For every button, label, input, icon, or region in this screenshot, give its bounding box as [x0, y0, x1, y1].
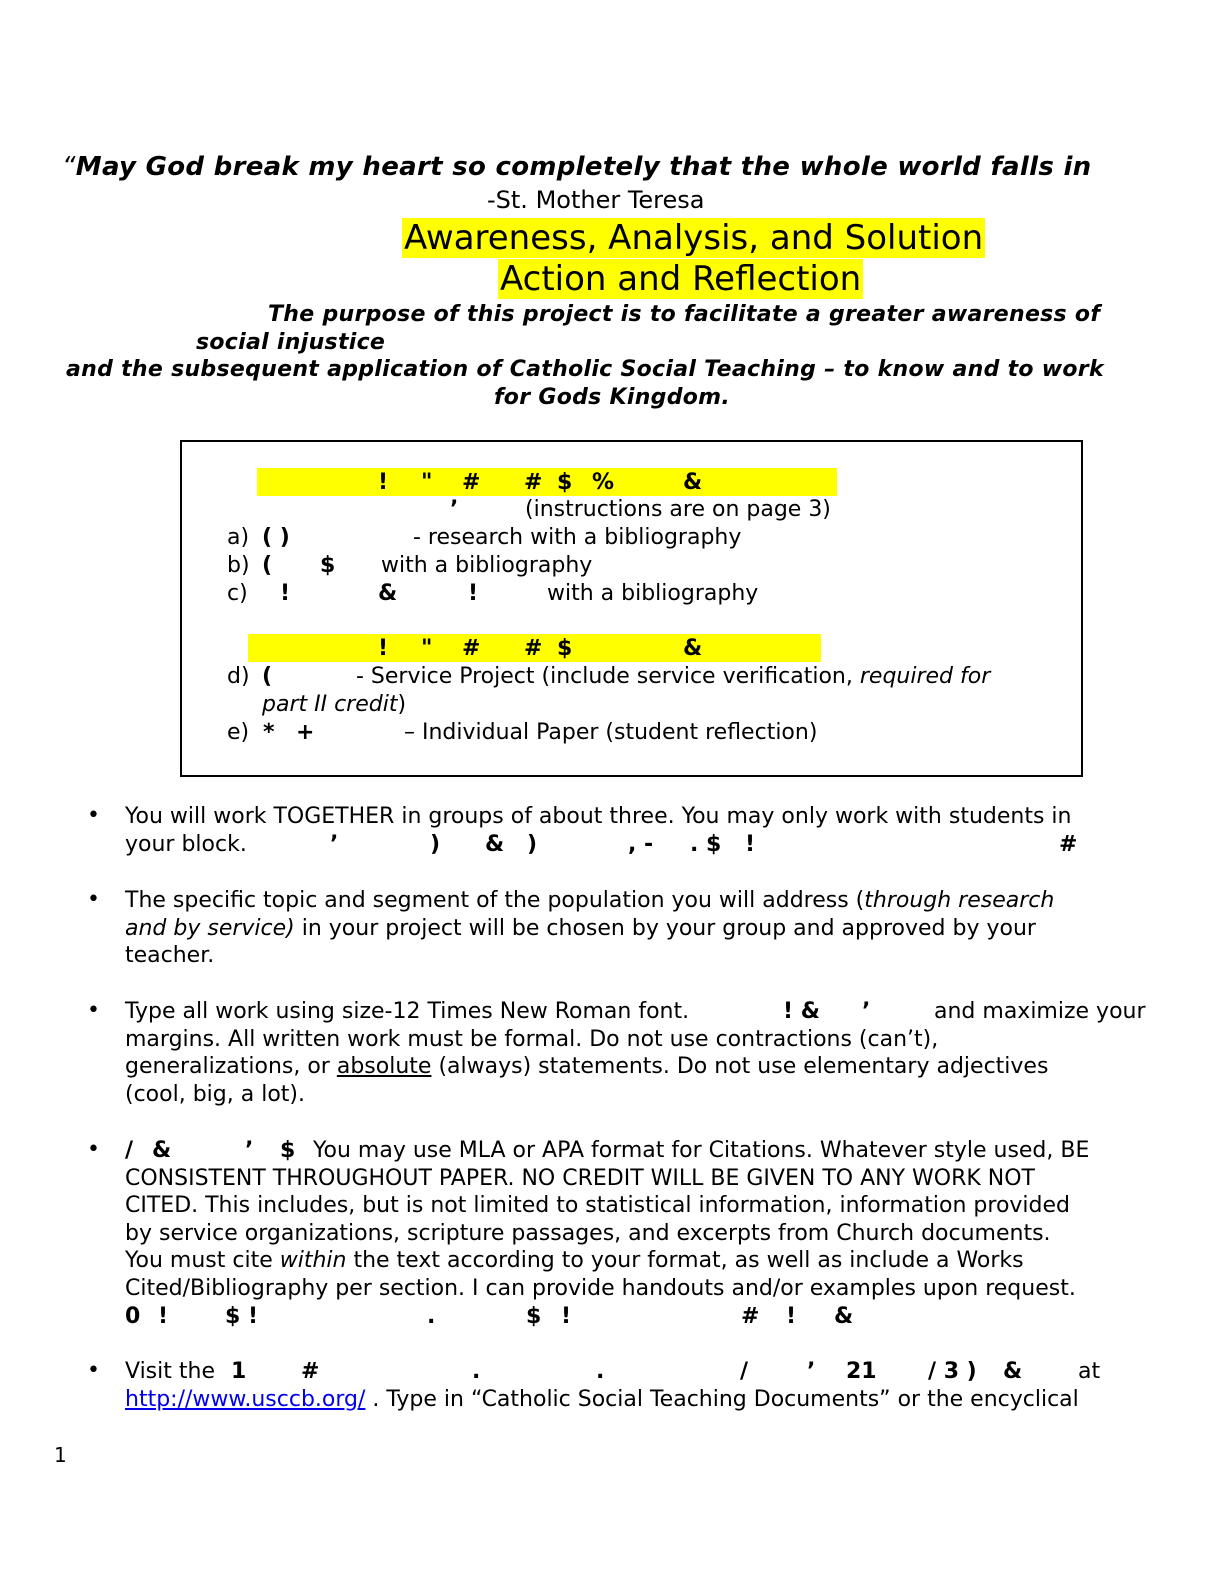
item-e-symbols-2: + [296, 720, 315, 745]
bullet-icon: • [87, 1137, 100, 1162]
part1-symbol: # [524, 470, 543, 495]
bullet-4-symbol: / [125, 1138, 134, 1163]
bullet-4-italic: within [279, 1248, 347, 1274]
bullet-4-line-7-symbol: # [741, 1303, 760, 1329]
bullet-1-symbol: . $ [690, 831, 722, 857]
bullet-icon: • [87, 803, 100, 828]
bullet-paragraph-5 [125, 1358, 1175, 1413]
part1-instructions: (instructions are on page 3) [525, 497, 831, 522]
bullet-2-line-1 [125, 887, 1175, 915]
purpose-line-3: and the subsequent application of Catholic Social Teaching – to know and to work [66, 357, 1104, 382]
item-d-marker: d) [227, 664, 250, 689]
bullet-3-symbol: ’ [862, 999, 871, 1024]
part2-symbol: # [462, 636, 481, 661]
bullet-4-line-7-symbol: $ ! [225, 1303, 258, 1329]
item-e-marker: e) [227, 720, 250, 745]
item-a-symbols: ( ) [262, 525, 290, 550]
bullet-4-line-7-symbol: ! [158, 1303, 169, 1329]
bullet-5-symbol: 1 [231, 1359, 247, 1384]
part1-symbol: $ [557, 470, 573, 495]
bullet-2-line-3: teacher. [125, 943, 215, 969]
part2-symbol: ! [378, 636, 389, 661]
bullet-5-line-1 [125, 1358, 1175, 1386]
bullet-3-text-tail: and maximize your [934, 999, 1146, 1024]
part1-symbol: # [462, 470, 481, 495]
bullet-paragraph-1 [125, 803, 1175, 858]
bullet-4-line-7-symbol: 0 [125, 1303, 141, 1329]
part1-highlight-bar [257, 468, 837, 496]
part2-symbol: # [524, 636, 543, 661]
page-number: 1 [54, 1443, 67, 1467]
item-c-symbols-3: ! [468, 581, 479, 606]
bullet-5-symbol: ’ [807, 1359, 816, 1384]
item-d-line-2-italic: part II credit [262, 692, 398, 717]
bullet-1-symbol: ! [745, 831, 756, 857]
bullet-5-line-2 [125, 1386, 1175, 1414]
purpose-line-1: The purpose of this project is to facilitate a greater awareness of [268, 302, 1101, 327]
title-line-2 [498, 259, 863, 299]
bullet-paragraph-4 [125, 1137, 1175, 1330]
quote-text: May God break my heart so completely that the whole world falls in [75, 152, 1092, 182]
bullet-1-symbol: ) [527, 831, 538, 857]
item-d-text [356, 664, 990, 689]
bullet-5-symbol: # [301, 1359, 320, 1384]
purpose-line-4: for Gods Kingdom. [493, 385, 731, 410]
bullet-3-text: Type all work using size-12 Times New Roman font. [125, 999, 690, 1024]
bullet-4-line-7-symbol: & [834, 1303, 854, 1329]
bullet-5-symbol: 21 [846, 1359, 877, 1384]
bullet-4-symbol: $ [280, 1138, 296, 1163]
part2-symbol: $ [557, 636, 573, 661]
bullet-3-text-3a: generalizations, or [125, 1054, 337, 1080]
bullet-5-text: Visit the [125, 1359, 215, 1384]
title-line-1 [402, 218, 985, 258]
bullet-5-symbol: & [1003, 1359, 1023, 1384]
bullet-5-symbol: . [472, 1359, 481, 1384]
bullet-5-symbol: / [740, 1359, 749, 1384]
bullet-4-text-1: You may use MLA or APA format for Citations. Whatever style used, BE [313, 1138, 1090, 1163]
item-b-text: with a bibliography [381, 553, 593, 578]
bullet-3-line-2: margins. All written work must be formal. Do not use contractions (can’t), [125, 1026, 939, 1052]
item-d-line-2 [262, 692, 406, 717]
bullet-3-line-1 [125, 998, 1175, 1026]
bullet-4-line-7-symbol: . [427, 1303, 436, 1329]
bullet-4-line-1 [125, 1137, 1175, 1165]
bullet-1-symbol: , - [628, 831, 654, 857]
bullet-paragraph-3 [125, 998, 1175, 1108]
bullet-4-line-7-symbol: ! [786, 1303, 797, 1329]
bullet-2-italic-2: and by service) [125, 915, 295, 941]
bullet-icon: • [87, 887, 100, 912]
bullet-4-line-6: Cited/Bibliography per section. I can provide handouts and/or examples upon request. [125, 1275, 1076, 1301]
bullet-paragraph-2 [125, 887, 1175, 970]
bullet-1-symbol: ) [430, 831, 441, 857]
bullet-5-symbol: . [596, 1359, 605, 1384]
bullet-3-underlined: absolute [336, 1054, 432, 1080]
bullet-5-text-2: . Type in “Catholic Social Teaching Documents” or the encyclical [365, 1386, 1079, 1412]
bullet-4-text-5a: You must cite [125, 1248, 280, 1274]
title-highlight-1: Awareness, Analysis, and Solution [404, 218, 984, 258]
bullet-4-line-2: CONSISTENT THROUGHOUT PAPER. NO CREDIT WILL BE GIVEN TO ANY WORK NOT [125, 1165, 1035, 1191]
bullet-3-line-4: (cool, big, a lot). [125, 1081, 305, 1107]
bullet-2-text: The specific topic and segment of the population you will address ( [125, 888, 865, 913]
part1-symbol: " [421, 470, 433, 495]
bullet-1-symbol: ’ [330, 831, 339, 857]
item-e-symbols: * [263, 720, 275, 745]
bullet-icon: • [87, 998, 100, 1023]
item-d-line-2-tail: ) [397, 692, 407, 717]
bullet-icon: • [87, 1358, 100, 1383]
part1-symbol: & [683, 470, 703, 495]
item-c-symbols-2: & [378, 581, 398, 606]
bullet-2-text-2: in your project will be chosen by your group and approved by your [294, 915, 1036, 941]
part1-subline-symbol: ’ [450, 497, 459, 522]
bullet-4-line-7-symbol: $ [526, 1303, 542, 1329]
part2-symbol: & [683, 636, 703, 661]
item-b-symbols-2: $ [320, 553, 336, 578]
bullet-1-symbol: & [485, 831, 505, 857]
bullet-2-italic: through research [864, 888, 1055, 913]
bullet-5-symbol: / 3 ) [928, 1359, 977, 1384]
bullet-1-symbol: # [1059, 831, 1078, 857]
bullet-5-text-tail: at [1078, 1359, 1101, 1384]
item-a-marker: a) [227, 525, 250, 550]
item-d-symbols: ( [262, 664, 273, 689]
purpose-line-2: social injustice [196, 330, 386, 355]
bullet-1-line-2-text: your block. [125, 831, 247, 857]
item-b-symbols: ( [262, 553, 273, 578]
item-e-text: – Individual Paper (student reflection) [404, 720, 818, 745]
item-c-symbols: ! [280, 581, 291, 606]
quote [62, 152, 1091, 182]
bullet-4-line-7-symbol: ! [561, 1303, 572, 1329]
bullet-4-line-3: CITED. This includes, but is not limited to statistical information, information provided [125, 1193, 1071, 1219]
part1-symbol: % [592, 470, 615, 495]
bullet-3-text-3b: (always) statements. Do not use elementary adjectives [431, 1054, 1049, 1080]
item-d-text-main: - Service Project (include service verification, [356, 664, 853, 689]
bullet-4-line-7 [125, 1303, 1175, 1331]
bullet-3-line-3 [125, 1053, 1175, 1081]
item-c-text: with a bibliography [547, 581, 759, 606]
bullet-1-line-2 [125, 831, 1175, 859]
bullet-4-line-5 [125, 1247, 1175, 1275]
part1-symbol: ! [378, 470, 389, 495]
quote-open-mark: “ [62, 152, 76, 182]
part2-symbol: " [421, 636, 433, 661]
bullet-1-line-1: You will work TOGETHER in groups of about three. You may only work with students in [125, 804, 1072, 829]
quote-attribution: -St. Mother Teresa [487, 186, 705, 214]
bullet-4-text-5b: the text according to your format, as well as include a Works [346, 1248, 1024, 1274]
usccb-link[interactable]: http://www.usccb.org/ [125, 1386, 366, 1412]
item-c-marker: c) [227, 581, 248, 606]
bullet-2-line-2 [125, 915, 1175, 943]
item-a-text: - research with a bibliography [413, 525, 742, 550]
title-highlight-2: Action and Reflection [500, 259, 862, 299]
bullet-3-symbol: ! & [783, 999, 820, 1024]
item-b-marker: b) [227, 553, 250, 578]
bullet-4-line-4: by service organizations, scripture passages, and excerpts from Church documents. [125, 1220, 1051, 1246]
bullet-4-symbol: ’ [245, 1138, 254, 1163]
bullet-4-symbol: & [152, 1138, 172, 1163]
item-d-text-italic: required for [859, 664, 991, 689]
